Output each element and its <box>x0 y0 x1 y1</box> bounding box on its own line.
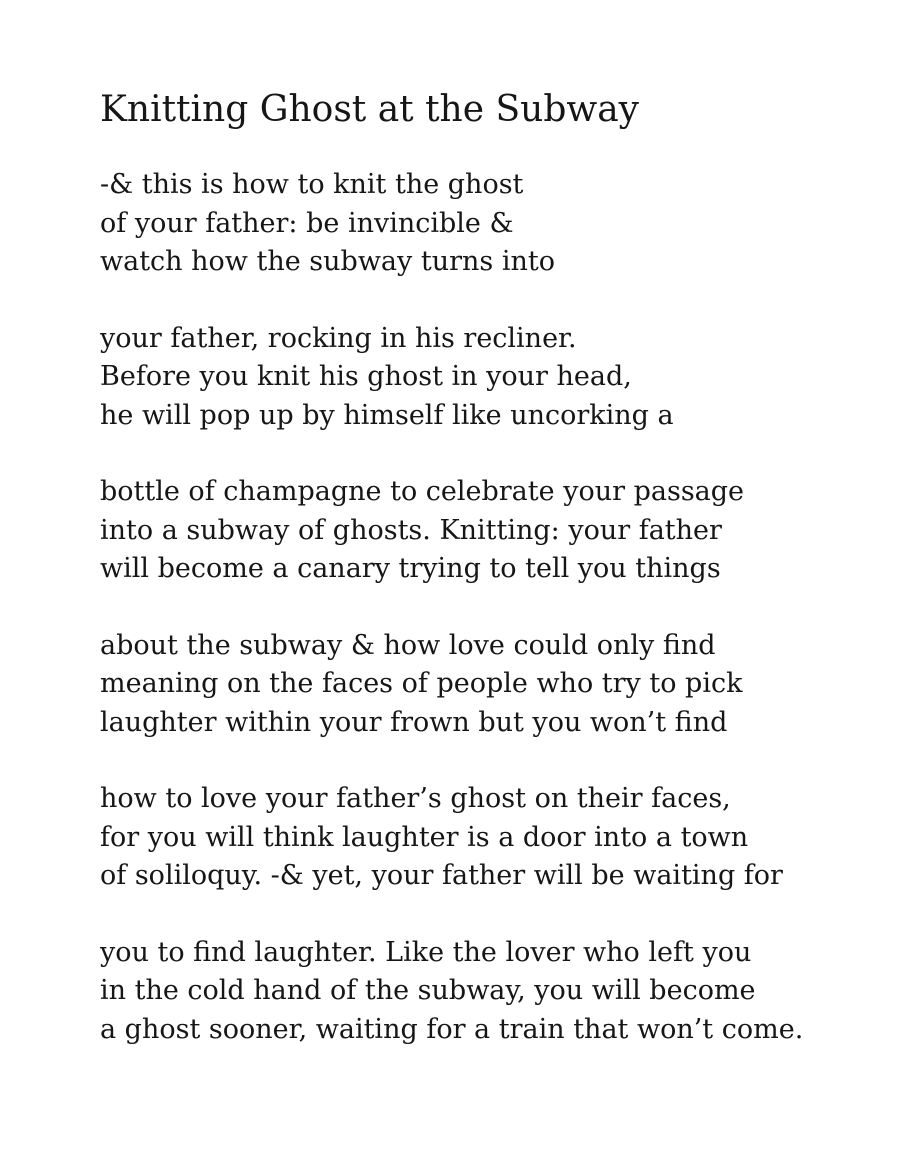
poem-line: a ghost sooner, waiting for a train that won’t come. <box>100 1013 804 1045</box>
poem-line: how to love your father’s ghost on their faces, <box>100 783 731 814</box>
poem-line: of soliloquy. -& yet, your father will be waiting for <box>100 860 783 891</box>
stanza-5 <box>100 780 900 896</box>
stanza-6 <box>100 934 900 1050</box>
poem-line: for you will think laughter is a door into a town <box>100 821 749 853</box>
stanza-1 <box>100 166 900 282</box>
poem-line: in the cold hand of the subway, you will become <box>100 975 756 1006</box>
poem-line: about the subway & how love could only find <box>100 629 716 661</box>
poem-line: Before you knit his ghost in your head, <box>100 361 632 392</box>
poem <box>100 84 900 1049</box>
poem-body <box>100 166 900 1049</box>
poem-line: he will pop up by himself like uncorking a <box>100 399 674 431</box>
poem-line: bottle of champagne to celebrate your passage <box>100 476 745 507</box>
poem-line: you to find laughter. Like the lover who left you <box>100 936 752 968</box>
poem-line: watch how the subway turns into <box>100 246 555 277</box>
poem-line: into a subway of ghosts. Knitting: your father <box>100 514 722 546</box>
poem-line: will become a canary trying to tell you things <box>100 553 721 584</box>
stanza-3 <box>100 473 900 589</box>
poem-title: Knitting Ghost at the Subway <box>100 89 639 130</box>
stanza-2 <box>100 320 900 436</box>
stanza-4 <box>100 627 900 743</box>
poem-line: -& this is how to knit the ghost <box>100 169 524 200</box>
poem-line: meaning on the faces of people who try to pick <box>100 668 743 699</box>
poem-line: of your father: be invincible & <box>100 207 514 239</box>
poem-line: laughter within your frown but you won’t find <box>100 706 728 738</box>
poem-line: your father, rocking in his recliner. <box>100 322 577 354</box>
